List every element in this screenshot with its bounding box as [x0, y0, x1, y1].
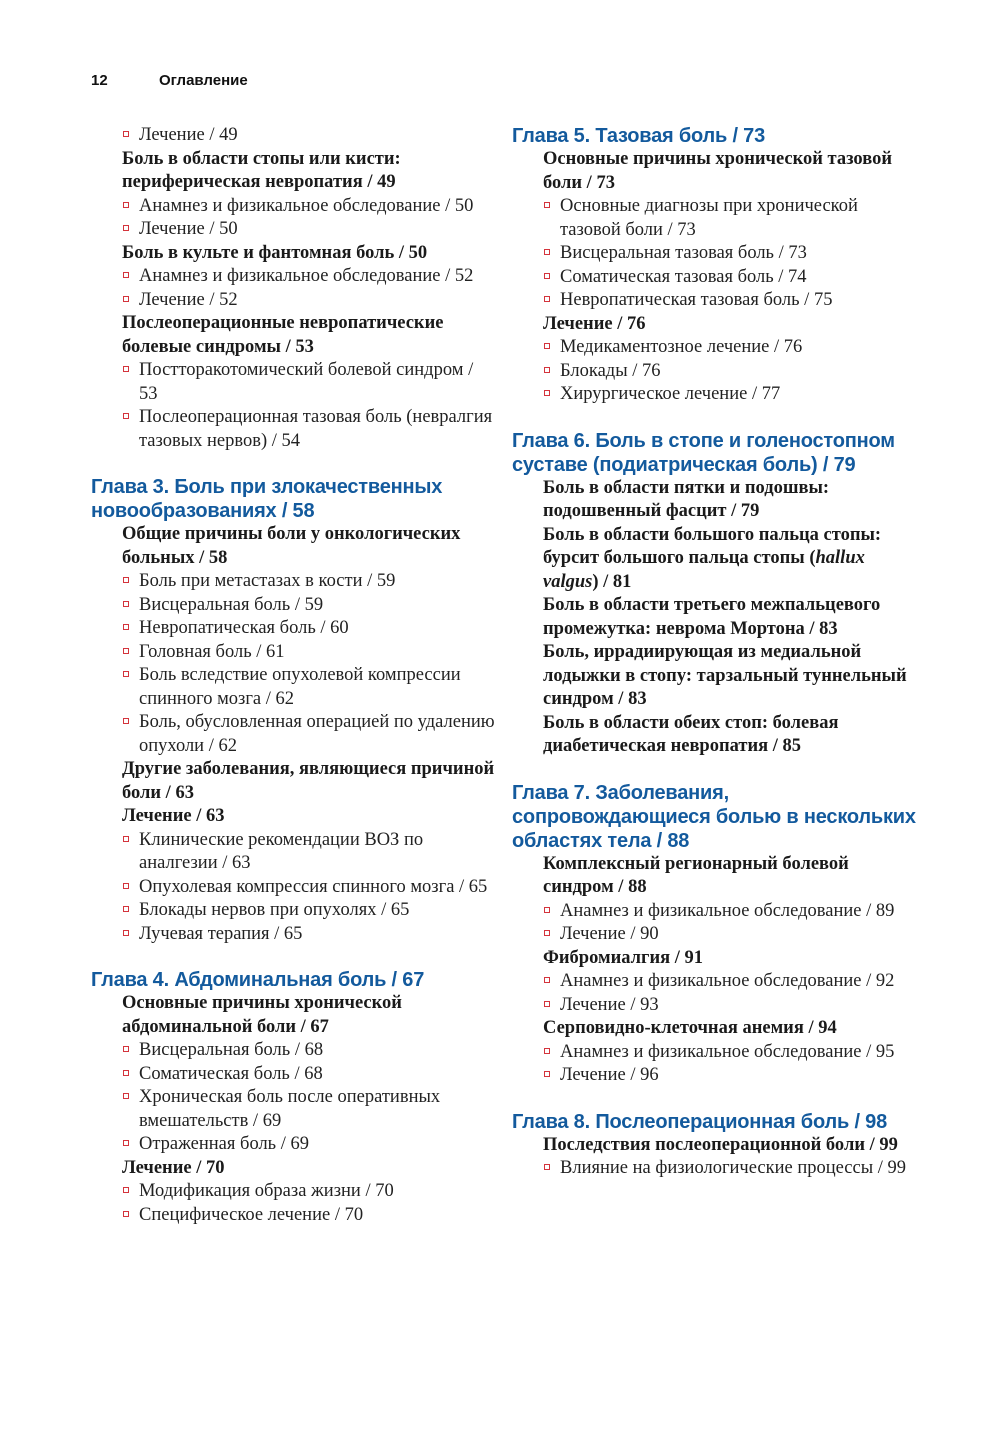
toc-item [91, 876, 496, 900]
toc-item [512, 994, 922, 1018]
toc-item-text: Хирургическое лечение / 77 [560, 384, 781, 404]
square-bullet-icon [544, 930, 550, 936]
square-bullet-icon [544, 907, 550, 913]
toc-item [91, 664, 496, 711]
toc-item-text: Головная боль / 61 [139, 641, 285, 662]
square-bullet-icon [123, 1187, 129, 1193]
square-bullet-icon [123, 1211, 129, 1217]
square-bullet-icon [544, 296, 550, 302]
square-bullet-icon [123, 718, 129, 724]
square-bullet-icon [544, 1001, 550, 1007]
page-title: Оглавление [159, 72, 248, 89]
toc-item [91, 195, 496, 219]
square-bullet-icon [123, 413, 129, 419]
square-bullet-icon [544, 1071, 550, 1077]
toc-item-text: Лечение / 50 [139, 219, 238, 239]
toc-item [91, 359, 496, 406]
toc-item-text: Висцеральная боль / 59 [139, 594, 324, 615]
square-bullet-icon [123, 906, 129, 912]
toc-item [91, 124, 496, 148]
toc-item [91, 923, 496, 947]
toc-item [512, 1157, 922, 1181]
toc-item-text: Лечение / 52 [139, 289, 238, 310]
square-bullet-icon [123, 1046, 129, 1052]
toc-section: Последствия послеоперационной боли / 99 [543, 1134, 898, 1155]
toc-item [512, 383, 922, 407]
square-bullet-icon [123, 1093, 129, 1099]
page-header [91, 72, 248, 89]
toc-item [91, 1063, 496, 1087]
toc-chapter-heading: Глава 3. Боль при злокачественных новообразованиях / 58 [91, 476, 443, 522]
square-bullet-icon [544, 1164, 550, 1170]
toc-item-text: Блокады нервов при опухолях / 65 [139, 900, 410, 920]
square-bullet-icon [123, 648, 129, 654]
toc-item [91, 899, 496, 923]
toc-chapter-heading: Глава 4. Абдоминальная боль / 67 [91, 969, 425, 991]
toc-item [91, 218, 496, 242]
toc-chapter-heading: Глава 8. Послеоперационная боль / 98 [512, 1110, 887, 1133]
toc-item [512, 970, 922, 994]
toc-item-text: Медикаментозное лечение / 76 [560, 337, 803, 357]
toc-section: Основные причины хронической абдоминальной боли / 67 [122, 993, 402, 1037]
toc-item-text: Лучевая терапия / 65 [139, 923, 303, 944]
square-bullet-icon [544, 249, 550, 255]
square-bullet-icon [123, 1070, 129, 1076]
toc-section: Боль в области третьего межпальцевого промежутка: неврома Мортона / 83 [543, 595, 881, 639]
square-bullet-icon [123, 131, 129, 137]
toc-section: Боль в области обеих стоп: болевая диабетическая невропатия / 85 [543, 712, 839, 756]
square-bullet-icon [544, 343, 550, 349]
toc-section: Общие причины боли у онкологических больных / 58 [122, 524, 461, 568]
toc-item-text: Модификация образа жизни / 70 [139, 1181, 394, 1201]
toc-item-text: Висцеральная тазовая боль / 73 [560, 243, 807, 263]
square-bullet-icon [123, 624, 129, 630]
toc-chapter-heading: Глава 7. Заболевания, сопровождающиеся болью в нескольких областях тела / 88 [512, 781, 916, 852]
toc-item [512, 1064, 922, 1088]
square-bullet-icon [123, 202, 129, 208]
toc-item-text: Боль при метастазах в кости / 59 [139, 571, 396, 591]
toc-item [91, 406, 496, 453]
toc-item-text: Анамнез и физикальное обследование / 92 [560, 971, 895, 991]
toc-item [91, 829, 496, 876]
page-number: 12 [91, 72, 108, 89]
toc-item-text: Лечение / 93 [560, 994, 659, 1015]
square-bullet-icon [123, 883, 129, 889]
toc-item-text: Соматическая боль / 68 [139, 1063, 323, 1084]
square-bullet-icon [123, 225, 129, 231]
toc-item [512, 900, 922, 924]
toc-item-text: Постторакотомический болевой синдром / 53 [139, 360, 474, 404]
toc-item-text: Клинические рекомендации ВОЗ по аналгезии / 63 [139, 829, 424, 873]
square-bullet-icon [123, 577, 129, 583]
toc-item-text: Анамнез и физикальное обследование / 89 [560, 900, 895, 921]
toc-item [512, 266, 922, 290]
toc-item-text: Послеоперационная тазовая боль (невралгия тазовых нервов) / 54 [139, 407, 493, 451]
toc-section: Фибромиалгия / 91 [543, 947, 703, 968]
square-bullet-icon [123, 272, 129, 278]
toc-item-text: Невропатическая боль / 60 [139, 618, 349, 638]
toc-item-text: Анамнез и физикальное обследование / 95 [560, 1041, 895, 1062]
toc-item-text: Отраженная боль / 69 [139, 1134, 310, 1154]
square-bullet-icon [123, 366, 129, 372]
toc-section: Лечение / 70 [122, 1157, 225, 1178]
toc-item [91, 289, 496, 313]
toc-section: Основные причины хронической тазовой боли / 73 [543, 149, 892, 193]
toc-item-text: Невропатическая тазовая боль / 75 [560, 290, 833, 310]
square-bullet-icon [544, 390, 550, 396]
toc-section: Лечение / 63 [122, 806, 225, 826]
toc-item [512, 336, 922, 360]
toc-chapter-heading: Глава 5. Тазовая боль / 73 [512, 125, 766, 147]
toc-section: Боль в области пятки и подошвы: подошвенный фасцит / 79 [543, 477, 830, 521]
toc-chapter-heading: Глава 6. Боль в стопе и голеностопном суставе (подиатрическая боль) / 79 [512, 429, 895, 476]
toc-section: Комплексный регионарный болевой синдром / 88 [543, 853, 849, 897]
square-bullet-icon [544, 202, 550, 208]
toc-item-text: Висцеральная боль / 68 [139, 1040, 324, 1060]
toc-section: Боль, иррадиирующая из медиальной лодыжки в стопу: тарзальный туннельный синдром / 83 [543, 642, 907, 709]
toc-item-text: Основные диагнозы при хронической тазовой боли / 73 [560, 196, 858, 240]
toc-item [91, 1204, 496, 1228]
toc-item [91, 265, 496, 289]
toc-item [91, 1039, 496, 1063]
toc-item-text: Соматическая тазовая боль / 74 [560, 266, 807, 287]
toc-item-text: Опухолевая компрессия спинного мозга / 65 [139, 876, 488, 897]
toc-item [512, 360, 922, 384]
toc-section: Боль в культе и фантомная боль / 50 [122, 242, 428, 263]
square-bullet-icon [123, 601, 129, 607]
square-bullet-icon [544, 367, 550, 373]
toc-item-text: Специфическое лечение / 70 [139, 1204, 364, 1225]
toc-item-text: Лечение / 49 [139, 125, 238, 145]
square-bullet-icon [123, 930, 129, 936]
toc-item [91, 617, 496, 641]
square-bullet-icon [123, 296, 129, 302]
toc-section: Боль в области большого пальца стопы: бурсит большого пальца стопы (hallux valgus) / 81 [543, 524, 882, 592]
toc-left-column [91, 124, 496, 1227]
toc-item [512, 289, 922, 313]
toc-item [91, 641, 496, 665]
square-bullet-icon [123, 1140, 129, 1146]
square-bullet-icon [544, 977, 550, 983]
toc-item [512, 195, 922, 242]
toc-item-text: Боль, обусловленная операцией по удалению опухоли / 62 [139, 712, 495, 756]
toc-item-text: Хроническая боль после оперативных вмешательств / 69 [139, 1087, 441, 1131]
toc-section: Серповидно-клеточная анемия / 94 [543, 1018, 837, 1038]
square-bullet-icon [544, 1048, 550, 1054]
toc-item-text: Блокады / 76 [560, 360, 661, 381]
toc-item [91, 711, 496, 758]
toc-item [512, 923, 922, 947]
square-bullet-icon [544, 273, 550, 279]
toc-item-text: Лечение / 90 [560, 924, 659, 944]
toc-section: Другие заболевания, являющиеся причиной боли / 63 [122, 759, 495, 803]
toc-section: Боль в области стопы или кисти: периферическая невропатия / 49 [122, 148, 401, 192]
toc-item [91, 1133, 496, 1157]
square-bullet-icon [123, 836, 129, 842]
toc-item [91, 570, 496, 594]
toc-item-text: Боль вследствие опухолевой компрессии спинного мозга / 62 [139, 665, 461, 709]
square-bullet-icon [123, 671, 129, 677]
toc-item [91, 594, 496, 618]
toc-item [91, 1180, 496, 1204]
toc-item [91, 1086, 496, 1133]
toc-section: Послеоперационные невропатические болевые синдромы / 53 [122, 313, 444, 357]
toc-right-column [512, 124, 922, 1181]
toc-section: Лечение / 76 [543, 313, 646, 334]
toc-item-text: Анамнез и физикальное обследование / 50 [139, 195, 474, 216]
toc-item-text: Анамнез и физикальное обследование / 52 [139, 266, 474, 286]
toc-item [512, 1041, 922, 1065]
toc-item [512, 242, 922, 266]
toc-item-text: Влияние на физиологические процессы / 99 [560, 1158, 907, 1178]
toc-item-text: Лечение / 96 [560, 1065, 659, 1085]
